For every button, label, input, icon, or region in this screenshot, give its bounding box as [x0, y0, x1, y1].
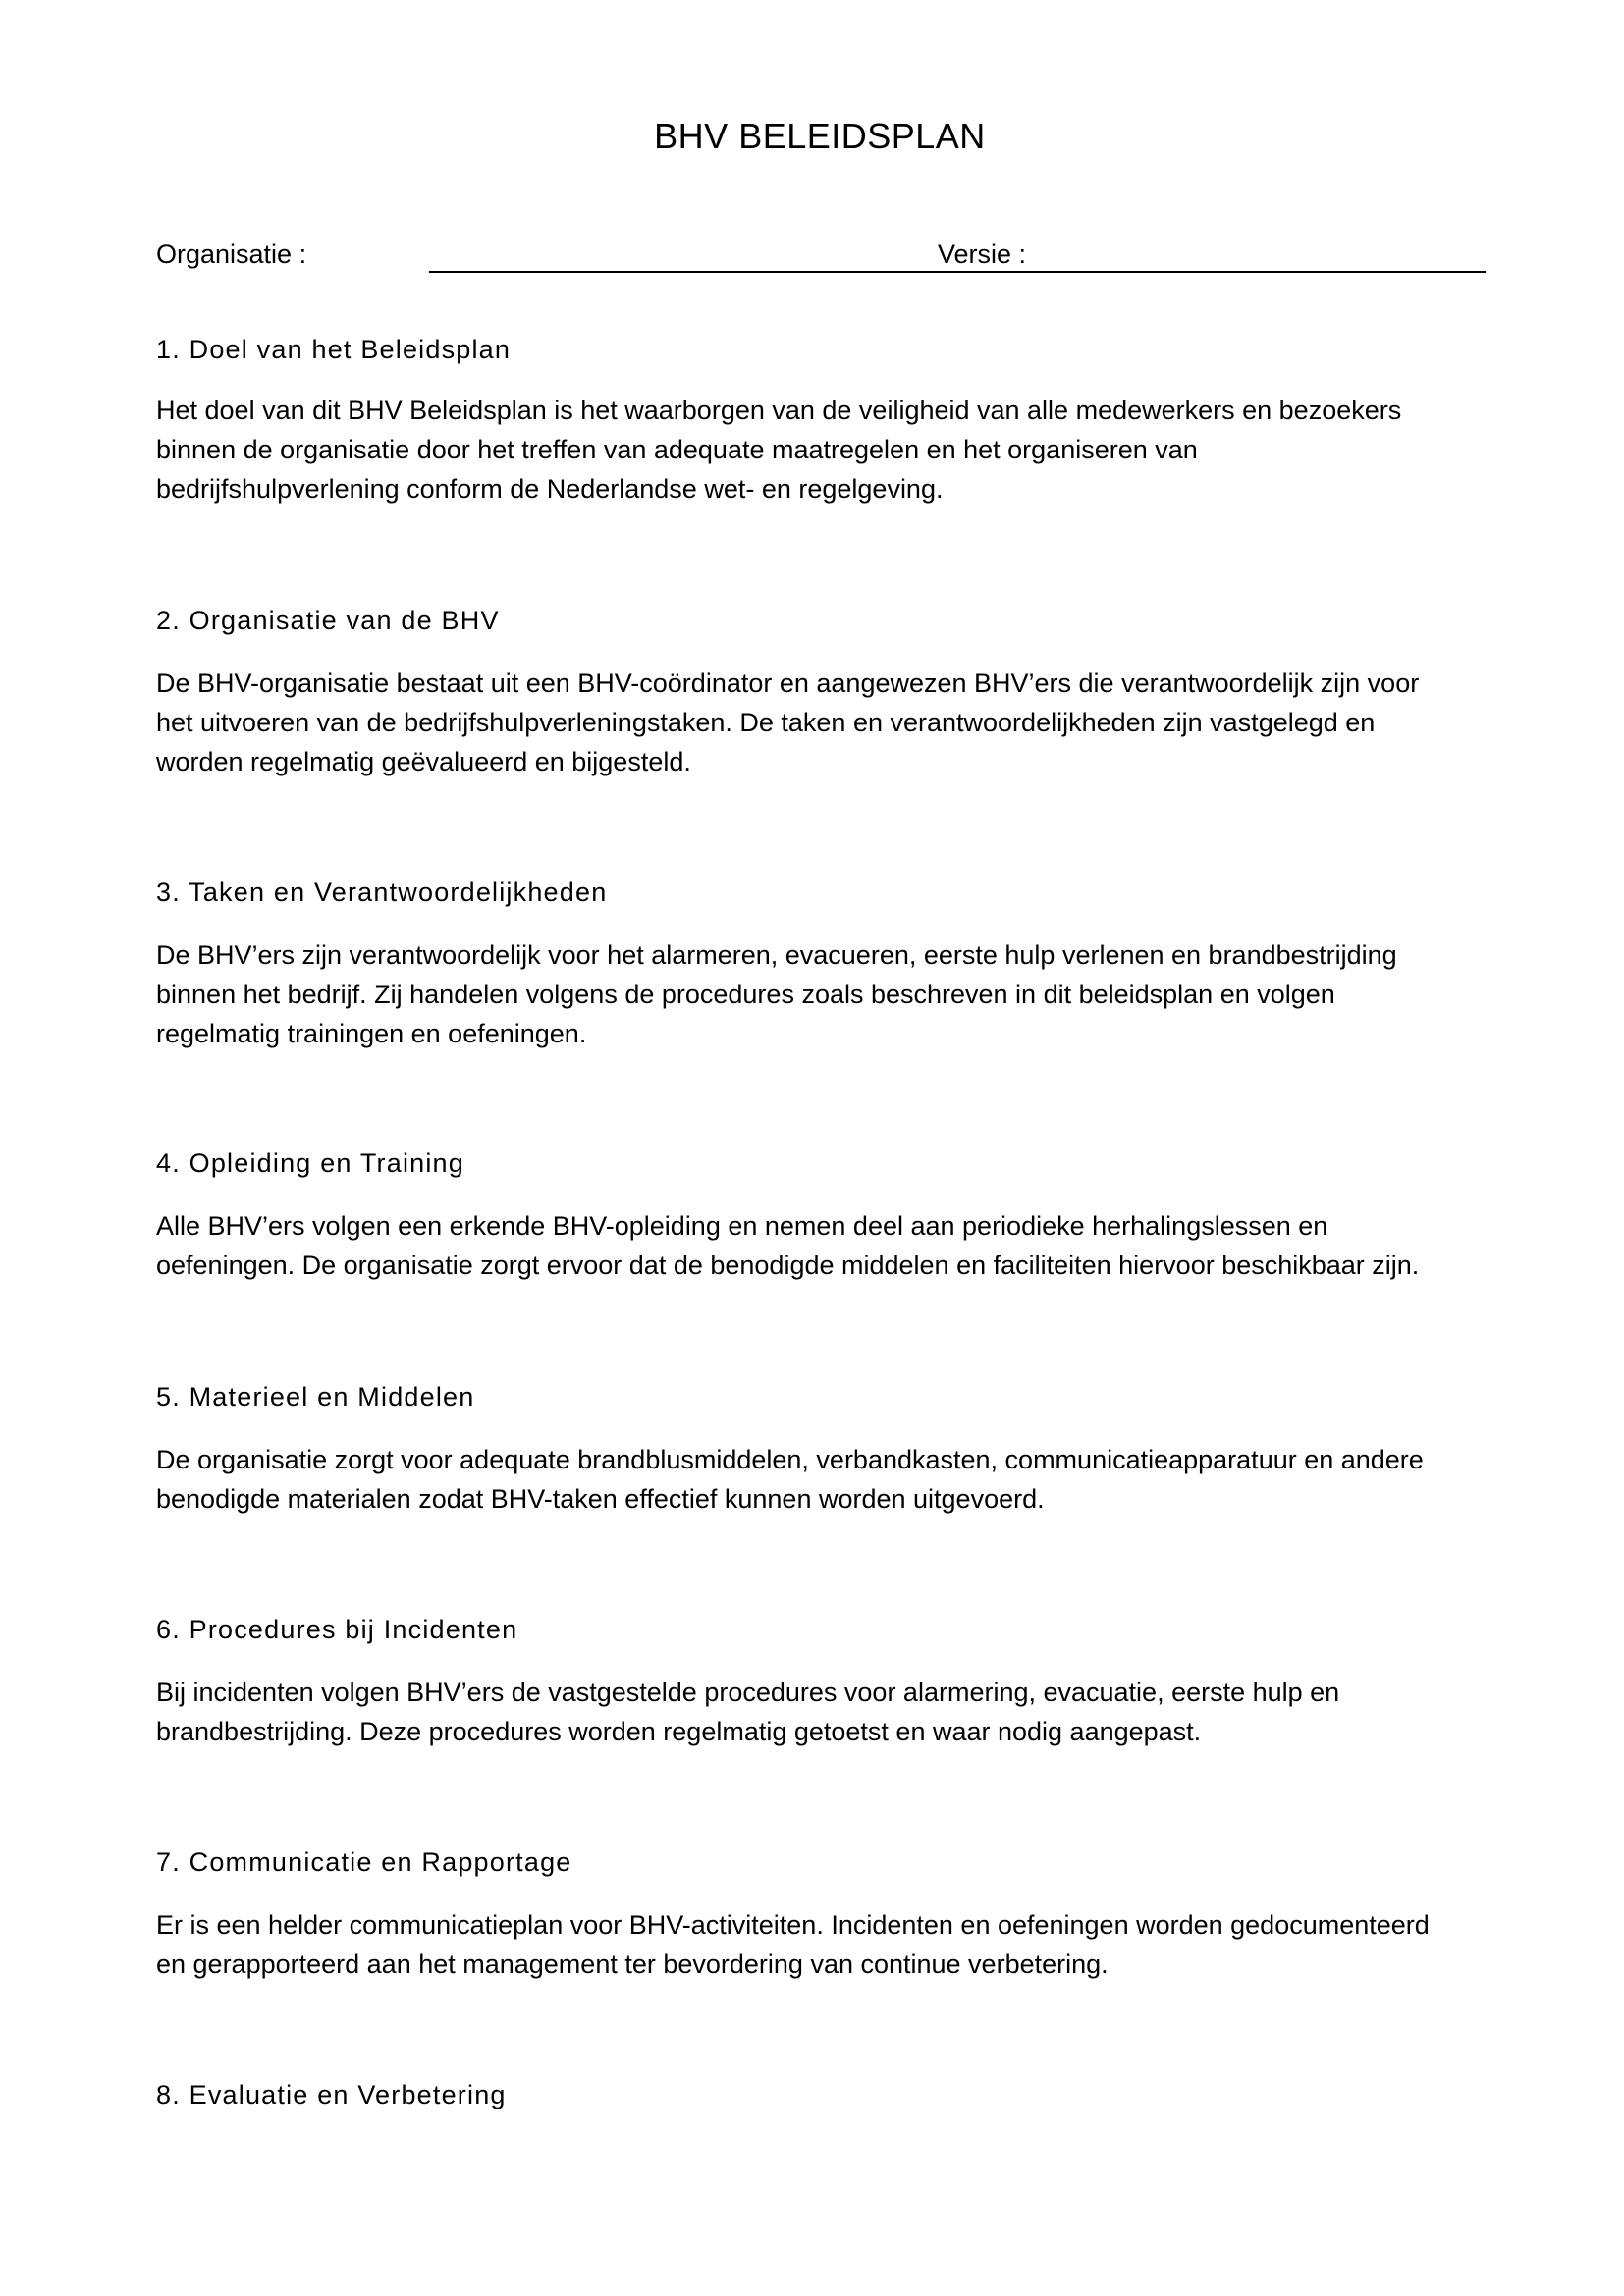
section-heading: 5. Materieel en Middelen [156, 1382, 475, 1412]
body-line: Er is een helder communicatieplan voor BHV-activiteiten. Incidenten en oefeningen worden gedocumenteerd [156, 1910, 1430, 1940]
header-fields [0, 0, 1624, 294]
section-body [156, 1440, 1491, 1519]
body-line: Bij incidenten volgen BHV’ers de vastgestelde procedures voor alarmering, evacuatie, eerste hulp en [156, 1678, 1340, 1707]
section-heading: 8. Evaluatie en Verbetering [156, 2080, 507, 2109]
body-line: Het doel van dit BHV Beleidsplan is het waarborgen van de veiligheid van alle medewerkers en bezoekers [156, 396, 1402, 425]
body-line: en gerapporteerd aan het management ter bevordering van continue verbetering. [156, 1949, 1109, 1979]
section-heading: 6. Procedures bij Incidenten [156, 1615, 518, 1644]
body-line: worden regelmatig geëvalueerd en bijgesteld. [156, 747, 691, 776]
organisation-label: Organisatie : [156, 240, 307, 269]
section-body [156, 935, 1491, 1053]
body-line: binnen de organisatie door het treffen van adequate maatregelen en het organiseren van [156, 435, 1198, 464]
body-line: Alle BHV’ers volgen een erkende BHV-opleiding en nemen deel aan periodieke herhalingslessen en [156, 1211, 1328, 1241]
body-line: benodigde materialen zodat BHV-taken effectief kunnen worden uitgevoerd. [156, 1484, 1045, 1514]
page-title: BHV BELEIDSPLAN [654, 116, 986, 156]
section-body [156, 1673, 1491, 1751]
section-body [156, 1206, 1491, 1285]
body-line: binnen het bedrijf. Zij handelen volgens de procedures zoals beschreven in dit beleidsplan en volgen [156, 980, 1335, 1009]
body-line: bedrijfshulpverlening conform de Nederlandse wet- en regelgeving. [156, 474, 944, 504]
section-heading: 3. Taken en Verantwoordelijkheden [156, 878, 608, 907]
body-line: regelmatig trainingen en oefeningen. [156, 1019, 587, 1048]
section-heading: 7. Communicatie en Rapportage [156, 1847, 572, 1877]
body-line: De BHV’ers zijn verantwoordelijk voor het alarmeren, evacueren, eerste hulp verlenen en brandbestrijding [156, 940, 1397, 970]
body-line: oefeningen. De organisatie zorgt ervoor dat de benodigde middelen en faciliteiten hiervoor beschikbaar zijn. [156, 1251, 1420, 1280]
body-line: brandbestrijding. Deze procedures worden regelmatig getoetst en waar nodig aangepast. [156, 1717, 1202, 1746]
section-body [156, 1905, 1491, 1984]
section-heading: 1. Doel van het Beleidsplan [156, 335, 512, 364]
body-line: De organisatie zorgt voor adequate brandblusmiddelen, verbandkasten, communicatieapparatuur en andere [156, 1445, 1424, 1474]
section-heading: 4. Opleiding en Training [156, 1148, 464, 1178]
version-label: Versie : [938, 240, 1027, 269]
section-body [156, 391, 1491, 508]
body-line: De BHV-organisatie bestaat uit een BHV-coördinator en aangewezen BHV’ers die verantwoordelijk zijn voor [156, 668, 1420, 698]
fill-in-line [429, 271, 1486, 273]
section-body [156, 664, 1491, 781]
section-heading: 2. Organisatie van de BHV [156, 606, 500, 635]
body-line: het uitvoeren van de bedrijfshulpverleningstaken. De taken en verantwoordelijkheden zijn vastgelegd en [156, 708, 1376, 737]
